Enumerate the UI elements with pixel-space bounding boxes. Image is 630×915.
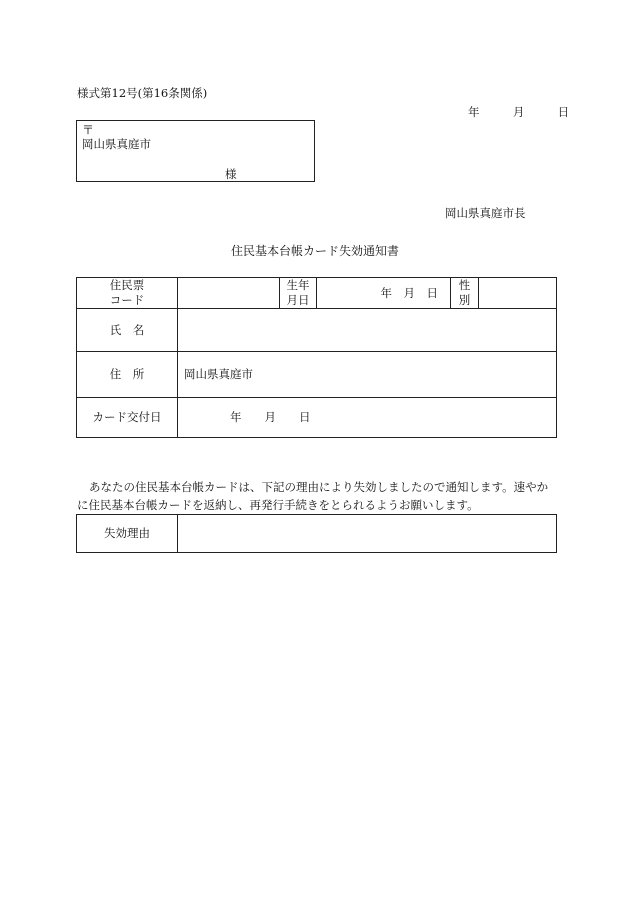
table-row [77, 352, 557, 398]
date-month: 月 [512, 105, 525, 119]
address-value: 岡山県真庭市 [178, 352, 557, 398]
issuer-name: 岡山県真庭市長 [445, 206, 526, 220]
birthdate-value: 年 月 日 [317, 278, 451, 309]
reason-label: 失効理由 [77, 515, 178, 553]
resident-code-value [178, 278, 280, 309]
birthdate-label: 生年 月日 [280, 278, 317, 309]
document-title: 住民基本台帳カード失効通知書 [230, 244, 399, 258]
resident-code-label: 住民票 コード [77, 278, 178, 309]
form-number: 様式第12号(第16条関係) [77, 86, 208, 100]
sex-label: 性 別 [451, 278, 479, 309]
recipient-city: 岡山県真庭市 [82, 137, 151, 151]
issue-date-value: 年 月 日 [178, 398, 557, 438]
notice-text: あなたの住民基本台帳カードは、下記の理由により失効しましたので通知します。速やかに住民基本台帳カードを返納し、再発行手続きをとられるようお願いします。 [77, 480, 549, 512]
sex-value [479, 278, 557, 309]
table-row [77, 309, 557, 352]
table-row [77, 398, 557, 438]
address-label: 住 所 [77, 352, 178, 398]
table-row [77, 278, 557, 309]
recipient-address-box [76, 120, 315, 182]
name-value [178, 309, 557, 352]
reason-value [178, 515, 557, 553]
resident-info-table [76, 277, 557, 438]
recipient-honorific: 様 [225, 167, 237, 181]
postal-mark: 〒 [82, 123, 95, 137]
name-label: 氏 名 [77, 309, 178, 352]
table-row [77, 515, 557, 553]
issue-date-label: カード交付日 [77, 398, 178, 438]
reason-table [76, 514, 557, 553]
date-year: 年 [468, 105, 480, 119]
issue-date-line [468, 104, 569, 120]
date-day: 日 [557, 105, 570, 119]
